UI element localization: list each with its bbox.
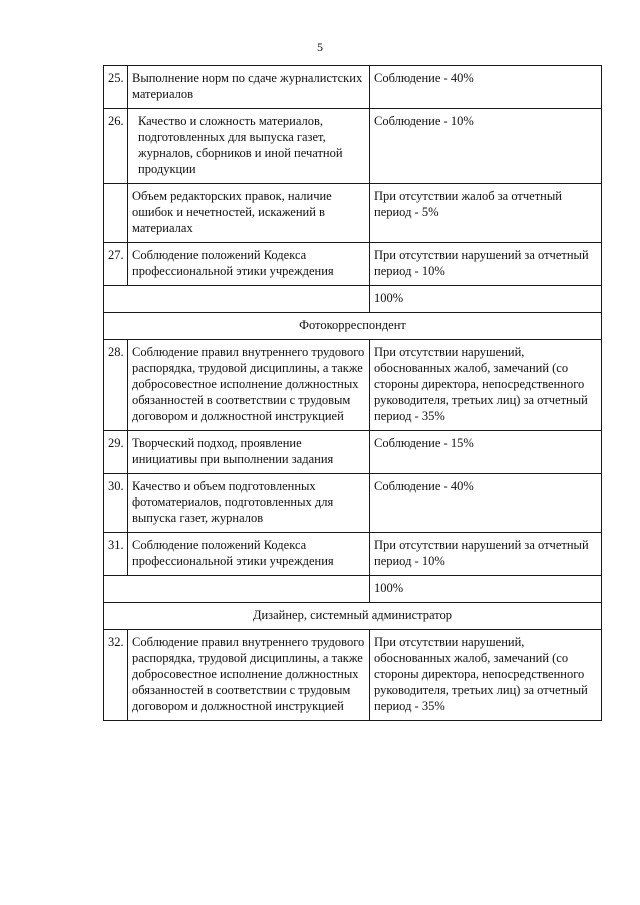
total-empty-cell bbox=[104, 576, 370, 603]
total-row bbox=[104, 576, 602, 603]
value-cell: Соблюдение - 15% bbox=[370, 431, 602, 474]
table-row bbox=[104, 474, 602, 533]
criterion-cell: Творческий подход, проявление инициативы при выполнении задания bbox=[128, 431, 370, 474]
row-number: 27. bbox=[104, 243, 128, 286]
total-value: 100% bbox=[370, 286, 602, 313]
criterion-cell: Качество и сложность материалов, подготовленных для выпуска газет, журналов, сборников и иной печатной продукции bbox=[128, 109, 370, 184]
section-header: Дизайнер, системный администратор bbox=[104, 603, 602, 630]
total-value: 100% bbox=[370, 576, 602, 603]
criterion-cell: Выполнение норм по сдаче журналистских материалов bbox=[128, 66, 370, 109]
value-cell: При отсутствии нарушений, обоснованных жалоб, замечаний (со стороны директора, непосредственного руководителя, третьих лиц) за отчетный период - 35% bbox=[370, 630, 602, 721]
table-row bbox=[104, 533, 602, 576]
row-number: 25. bbox=[104, 66, 128, 109]
criterion-cell: Соблюдение правил внутреннего трудового распорядка, трудовой дисциплины, а также добросовестное исполнение должностных обязанностей в соответствии с трудовым договором и должностной инструкцией bbox=[128, 340, 370, 431]
table-row bbox=[104, 431, 602, 474]
row-number bbox=[104, 184, 128, 243]
section-header: Фотокорреспондент bbox=[104, 313, 602, 340]
table-row bbox=[104, 630, 602, 721]
value-cell: При отсутствии нарушений за отчетный период - 10% bbox=[370, 533, 602, 576]
value-cell: При отсутствии нарушений, обоснованных жалоб, замечаний (со стороны директора, непосредственного руководителя, третьих лиц) за отчетный период - 35% bbox=[370, 340, 602, 431]
value-cell: При отсутствии жалоб за отчетный период - 5% bbox=[370, 184, 602, 243]
table-row bbox=[104, 66, 602, 109]
criteria-table bbox=[103, 65, 602, 721]
section-header-row bbox=[104, 603, 602, 630]
table-row bbox=[104, 184, 602, 243]
row-number: 32. bbox=[104, 630, 128, 721]
value-cell: Соблюдение - 10% bbox=[370, 109, 602, 184]
page-number: 5 bbox=[317, 40, 323, 54]
criterion-cell: Объем редакторских правок, наличие ошибок и нечетностей, искажений в материалах bbox=[128, 184, 370, 243]
table-row bbox=[104, 243, 602, 286]
value-cell: Соблюдение - 40% bbox=[370, 66, 602, 109]
value-cell: Соблюдение - 40% bbox=[370, 474, 602, 533]
row-number: 28. bbox=[104, 340, 128, 431]
total-empty-cell bbox=[104, 286, 370, 313]
total-row bbox=[104, 286, 602, 313]
criterion-cell: Соблюдение положений Кодекса профессиональной этики учреждения bbox=[128, 243, 370, 286]
value-cell: При отсутствии нарушений за отчетный период - 10% bbox=[370, 243, 602, 286]
section-header-row bbox=[104, 313, 602, 340]
row-number: 31. bbox=[104, 533, 128, 576]
table-row bbox=[104, 109, 602, 184]
table-row bbox=[104, 340, 602, 431]
row-number: 29. bbox=[104, 431, 128, 474]
row-number: 26. bbox=[104, 109, 128, 184]
row-number: 30. bbox=[104, 474, 128, 533]
criterion-cell: Качество и объем подготовленных фотоматериалов, подготовленных для выпуска газет, журналов bbox=[128, 474, 370, 533]
criterion-cell: Соблюдение правил внутреннего трудового распорядка, трудовой дисциплины, а также добросовестное исполнение должностных обязанностей в соответствии с трудовым договором и должностной инструкцией bbox=[128, 630, 370, 721]
criterion-cell: Соблюдение положений Кодекса профессиональной этики учреждения bbox=[128, 533, 370, 576]
